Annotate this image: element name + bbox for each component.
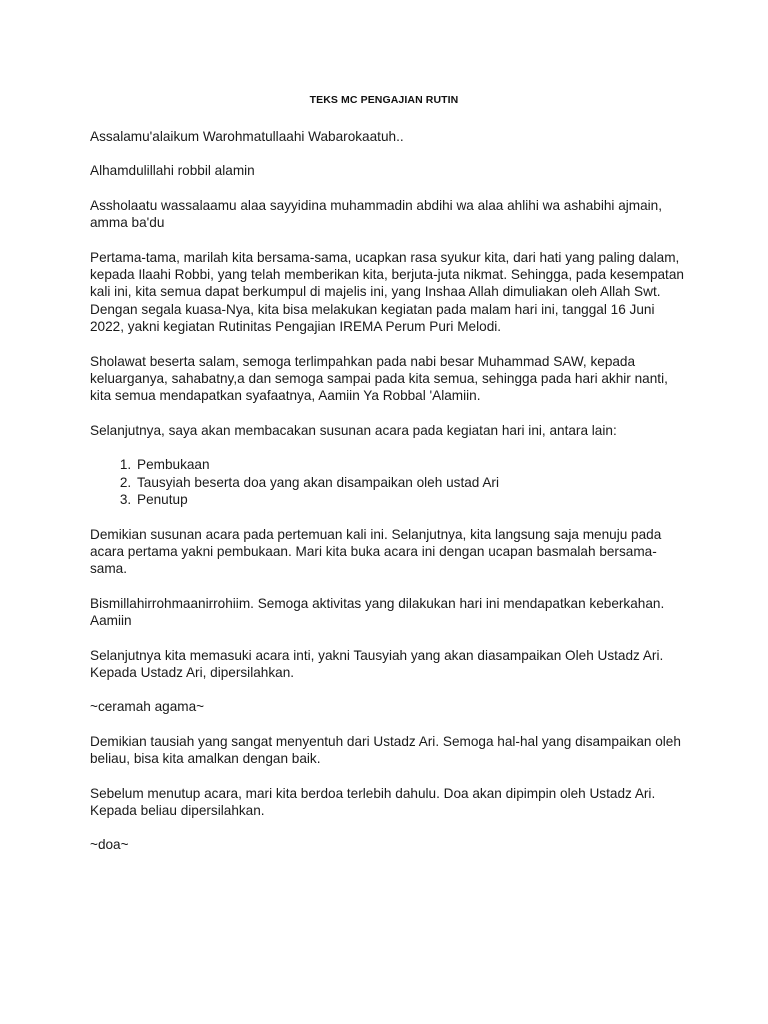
agenda-intro-paragraph: Selanjutnya, saya akan membacakan susunan acara pada kegiatan hari ini, antara lain: <box>90 422 617 438</box>
agenda-item: 2. Tausyiah beserta doa yang akan disampaikan oleh ustad Ari <box>135 474 690 491</box>
agenda-item: 3. Penutup <box>135 491 690 508</box>
prayer-intro-paragraph: Sebelum menutup acara, mari kita berdoa terlebih dahulu. Doa akan dipimpin oleh Ustadz Ari. Kepada beliau dipersilahkan. <box>90 785 656 818</box>
hamdalah-paragraph: Alhamdulillahi robbil alamin <box>90 163 255 179</box>
tausyiah-closing-paragraph: Demikian tausiah yang sangat menyentuh dari Ustadz Ari. Semoga hal-hal yang disampaikan oleh beliau, bisa kita amalkan dengan baik. <box>90 733 681 767</box>
agenda-item: 1. Pembukaan <box>135 456 690 473</box>
tausyiah-intro-paragraph: Selanjutnya kita memasuki acara inti, yakni Tausyiah yang akan diasampaikan Oleh Ustadz Ari. Kepada Ustadz Ari, dipersilahkan. <box>90 647 664 680</box>
document-title: TEKS MC PENGAJIAN RUTIN <box>309 94 459 106</box>
sholawat-paragraph: Sholawat beserta salam, semoga terlimpahkan pada nabi besar Muhammad SAW, kepada keluarganya, sahabatny,a dan semoga sampai pada kita semua, sehingga pada hari akhir nanti, kita semua mendapatkan syafaatnya, Aamiin Ya Robbal 'Alamiin. <box>90 353 668 404</box>
gratitude-paragraph: Pertama-tama, marilah kita bersama-sama, ucapkan rasa syukur kita, dari hati yang paling dalam, kepada Ilaahi Robbi, yang telah memberikan kita, berjuta-juta nikmat. Sehingga, pada kesempatan kali ini, kita semua dapat berkumpul di majelis ini, yang Inshaa Allah dimuliakan oleh Allah Swt. Dengan segala kuasa-Nya, kita bisa melakukan kegiatan pada malam hari ini, tanggal 16 Juni 2022, yakni kegiatan Rutinitas Pengajian IREMA Perum Puri Melodi. <box>90 249 684 335</box>
basmalah-paragraph: Bismillahirrohmaanirrohiim. Semoga aktivitas yang dilakukan hari ini mendapatkan keberkahan. Aamiin <box>90 595 665 629</box>
document-body <box>90 128 690 871</box>
doa-marker: ~doa~ <box>90 837 129 853</box>
opening-paragraph: Demikian susunan acara pada pertemuan kali ini. Selanjutnya, kita langsung saja menuju pada acara pertama yakni pembukaan. Mari kita buka acara ini dengan ucapan basmalah bersama-sama. <box>90 526 662 577</box>
greeting-paragraph: Assalamu'alaikum Warohmatullaahi Wabarokaatuh.. <box>90 129 404 144</box>
agenda-list <box>90 456 690 508</box>
ceramah-marker: ~ceramah agama~ <box>90 699 205 715</box>
sholawat-opening-paragraph: Assholaatu wassalaamu alaa sayyidina muhammadin abdihi wa alaa ahlihi wa ashabihi ajmain, amma ba'du <box>90 197 663 231</box>
